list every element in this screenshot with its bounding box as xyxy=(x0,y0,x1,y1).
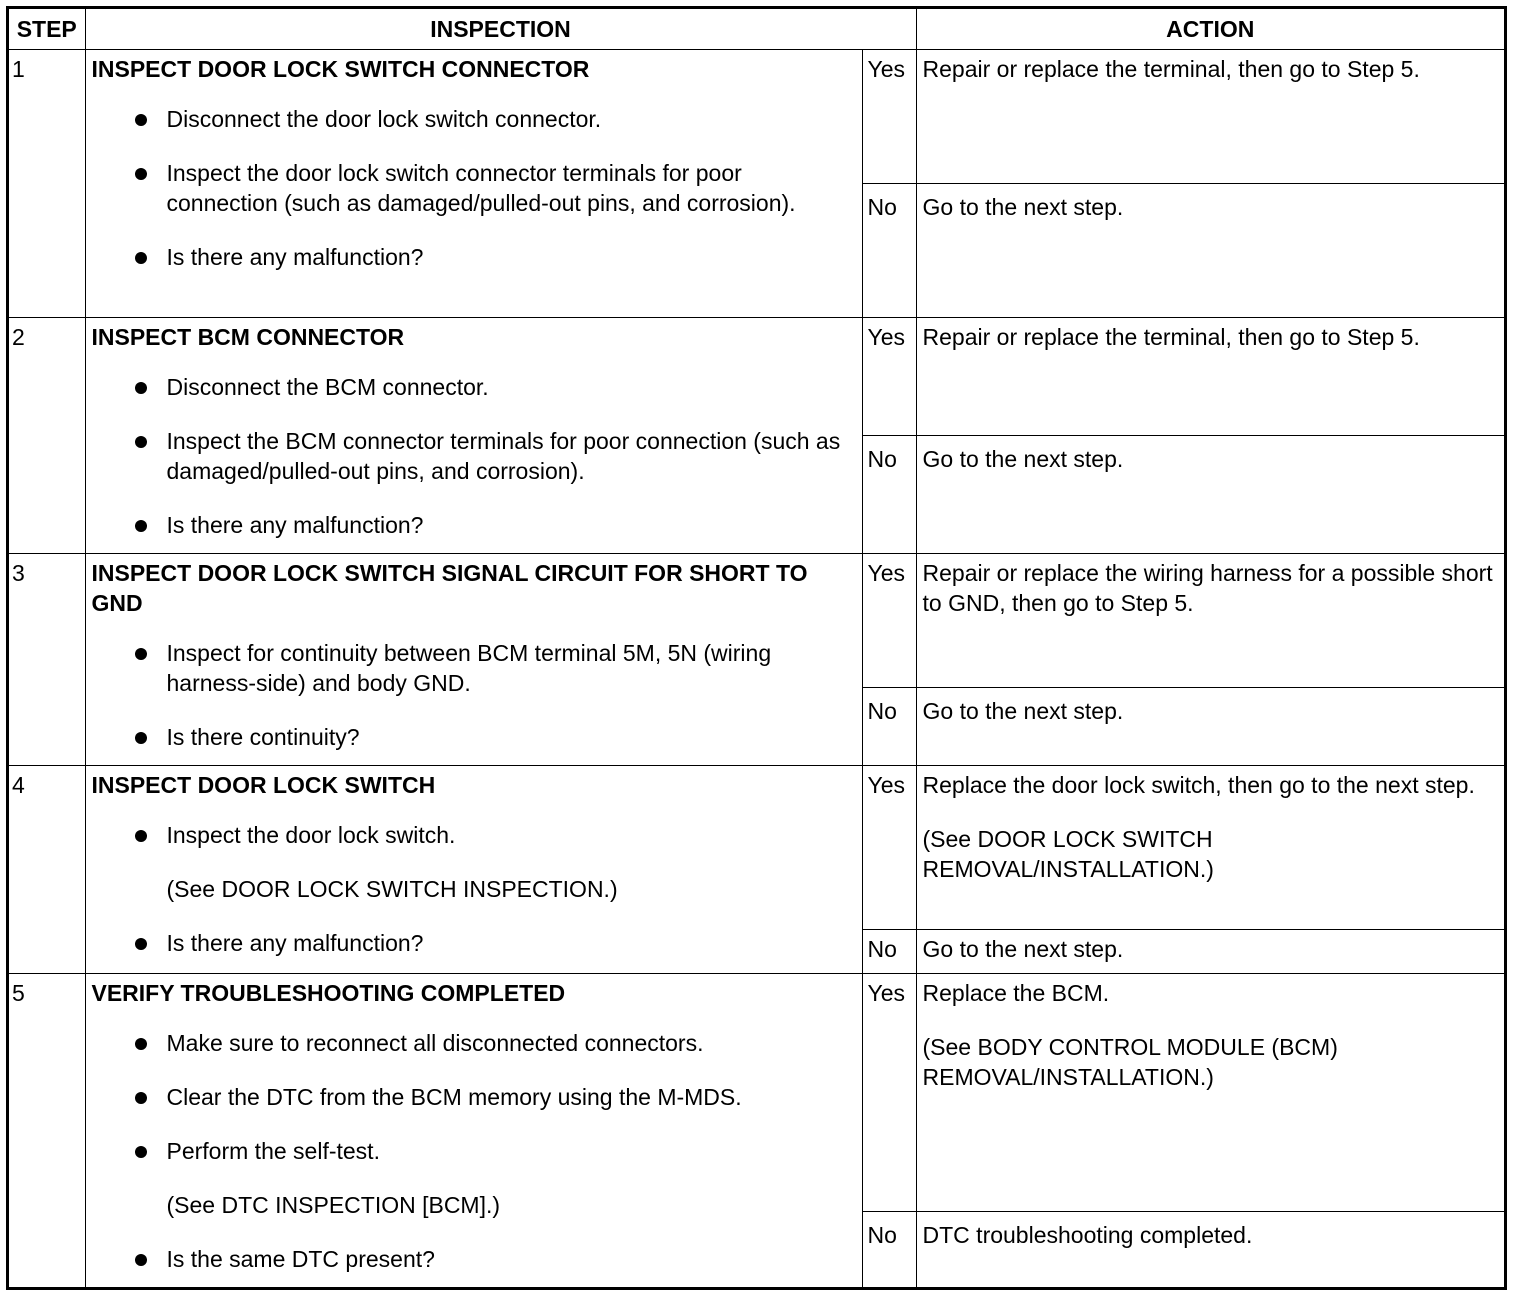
action-text: Repair or replace the terminal, then go to Step 5. xyxy=(922,323,1420,350)
bullet-item: Clear the DTC from the BCM memory using the M-MDS. xyxy=(92,1082,856,1112)
action-text: Replace the door lock switch, then go to the next step. xyxy=(922,771,1475,798)
inspection-bullets xyxy=(92,638,856,752)
header-action: ACTION xyxy=(916,9,1504,49)
action-text: DTC troubleshooting completed. xyxy=(922,1221,1253,1248)
inspection-title: INSPECT BCM CONNECTOR xyxy=(91,323,405,350)
no-label: No xyxy=(862,435,916,553)
troubleshooting-table-frame xyxy=(6,6,1507,1290)
no-label: No xyxy=(862,929,916,973)
step-3-yes-row xyxy=(9,553,1504,687)
step-1-yes-row xyxy=(9,49,1504,183)
yes-action xyxy=(916,553,1504,687)
no-action xyxy=(916,687,1504,765)
bullet-item: Is there any malfunction? xyxy=(92,928,856,958)
inspection-cell xyxy=(85,973,862,1287)
no-label: No xyxy=(862,1211,916,1287)
step-4-yes-row xyxy=(9,765,1504,929)
step-2-yes-row xyxy=(9,317,1504,435)
yes-label: Yes xyxy=(862,317,916,435)
action-text: Repair or replace the terminal, then go to Step 5. xyxy=(922,55,1420,82)
step-number: 1 xyxy=(9,49,85,317)
yes-action xyxy=(916,317,1504,435)
inspection-cell xyxy=(85,317,862,553)
inspection-cell xyxy=(85,765,862,973)
bullet-item: Is the same DTC present? xyxy=(92,1244,856,1274)
troubleshooting-table xyxy=(9,9,1504,1288)
bullet-item: Is there continuity? xyxy=(92,722,856,752)
step-number: 2 xyxy=(9,317,85,553)
action-text: Go to the next step. xyxy=(922,193,1124,220)
no-label: No xyxy=(862,687,916,765)
yes-label: Yes xyxy=(862,973,916,1211)
no-action xyxy=(916,1211,1504,1287)
yes-label: Yes xyxy=(862,49,916,183)
step-number: 3 xyxy=(9,553,85,765)
header-step: STEP xyxy=(9,9,85,49)
yes-action xyxy=(916,49,1504,183)
inspection-cell xyxy=(85,553,862,765)
no-label: No xyxy=(862,183,916,317)
action-text: Go to the next step. xyxy=(922,935,1124,962)
bullet-item: Inspect the door lock switch. xyxy=(92,820,856,850)
inspection-title: INSPECT DOOR LOCK SWITCH CONNECTOR xyxy=(91,55,590,82)
yes-action xyxy=(916,765,1504,929)
bullet-item: Inspect the door lock switch connector terminals for poor connection (such as damaged/pulled-out pins, and corrosion). xyxy=(92,158,856,218)
inspection-bullets xyxy=(92,820,856,958)
no-action xyxy=(916,435,1504,553)
yes-label: Yes xyxy=(862,553,916,687)
bullet-item: Disconnect the door lock switch connector. xyxy=(92,104,856,134)
inspection-title: INSPECT DOOR LOCK SWITCH SIGNAL CIRCUIT FOR SHORT TO GND xyxy=(91,559,808,616)
inspection-bullets xyxy=(92,372,856,540)
bullet-item: Make sure to reconnect all disconnected connectors. xyxy=(92,1028,856,1058)
inspection-bullets xyxy=(92,1028,856,1274)
reference-note: (See DOOR LOCK SWITCH INSPECTION.) xyxy=(166,875,618,902)
yes-label: Yes xyxy=(862,765,916,929)
bullet-item: Is there any malfunction? xyxy=(92,242,856,272)
action-reference: (See DOOR LOCK SWITCH REMOVAL/INSTALLATION.) xyxy=(922,825,1214,882)
bullet-item: Is there any malfunction? xyxy=(92,510,856,540)
no-action xyxy=(916,183,1504,317)
bullet-item: Disconnect the BCM connector. xyxy=(92,372,856,402)
inspection-bullets xyxy=(92,104,856,272)
step-number: 4 xyxy=(9,765,85,973)
action-reference: (See BODY CONTROL MODULE (BCM) REMOVAL/INSTALLATION.) xyxy=(922,1033,1338,1090)
yes-action xyxy=(916,973,1504,1211)
bullet-item: Inspect for continuity between BCM terminal 5M, 5N (wiring harness-side) and body GND. xyxy=(92,638,856,698)
bullet-item: Inspect the BCM connector terminals for poor connection (such as damaged/pulled-out pins, and corrosion). xyxy=(92,426,856,486)
bullet-item: Perform the self-test. xyxy=(92,1136,856,1166)
inspection-title: VERIFY TROUBLESHOOTING COMPLETED xyxy=(91,979,566,1006)
inspection-cell xyxy=(85,49,862,317)
no-action xyxy=(916,929,1504,973)
action-text: Repair or replace the wiring harness for a possible short to GND, then go to Step 5. xyxy=(922,559,1493,616)
action-text: Replace the BCM. xyxy=(922,979,1110,1006)
inspection-title: INSPECT DOOR LOCK SWITCH xyxy=(91,771,436,798)
action-text: Go to the next step. xyxy=(922,697,1124,724)
reference-note: (See DTC INSPECTION [BCM].) xyxy=(166,1191,501,1218)
action-text: Go to the next step. xyxy=(922,445,1124,472)
header-inspection: INSPECTION xyxy=(85,9,916,49)
header-row xyxy=(9,9,1504,49)
step-number: 5 xyxy=(9,973,85,1287)
step-5-yes-row xyxy=(9,973,1504,1211)
